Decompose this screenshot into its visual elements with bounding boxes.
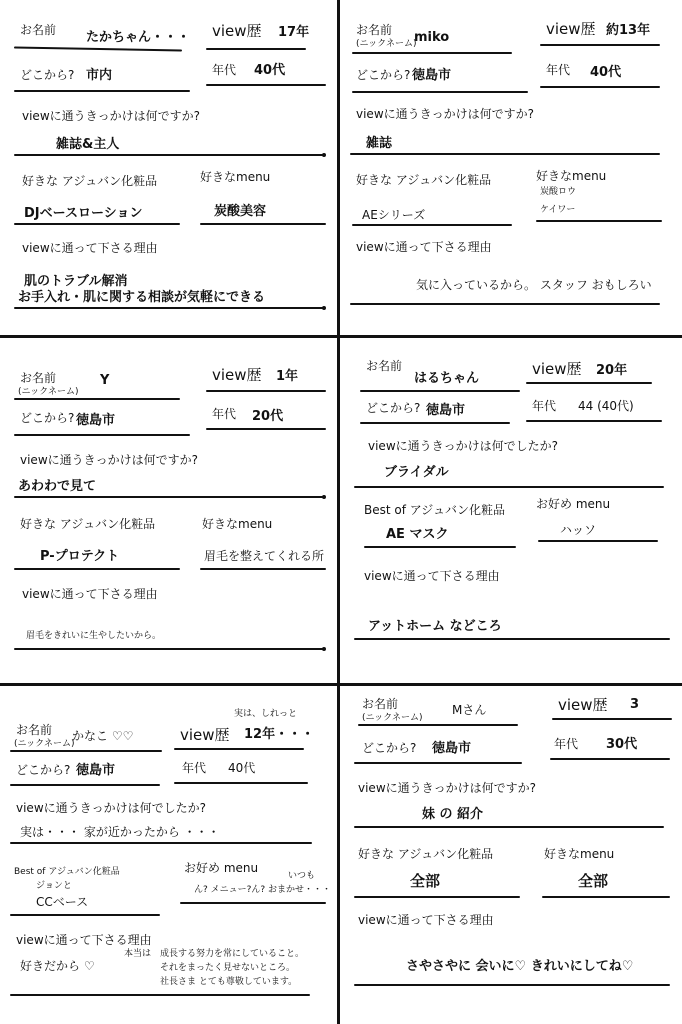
- best-product-value: AE マスク: [386, 527, 449, 542]
- fav-product-value: AEシリーズ: [362, 208, 426, 222]
- fav-menu-value-1: 炭酸ロウ: [540, 187, 577, 197]
- age-value: 40代: [228, 761, 256, 775]
- survey-sheet-6: [340, 686, 682, 1024]
- age-label: 年代: [182, 761, 207, 775]
- age-value: 40代: [254, 63, 286, 78]
- age-value: 44 (40代): [578, 399, 634, 413]
- why-visit-line-4: 社長さま とても尊敬しています。: [160, 977, 298, 987]
- from-label: どこから?: [356, 68, 411, 82]
- reason-answer: 雑誌&主人: [56, 137, 120, 152]
- why-visit-line-1: アットホーム などころ: [368, 619, 502, 634]
- fav-product-value: DJベースローション: [24, 206, 143, 221]
- fav-product-label: 好きな アジュバン化粧品: [20, 517, 156, 531]
- age-label: 年代: [212, 63, 237, 77]
- reason-answer: ブライダル: [384, 465, 449, 480]
- age-label: 年代: [532, 399, 557, 413]
- survey-sheet-2: [340, 0, 682, 337]
- name-value: miko: [414, 30, 450, 45]
- best-product-label: Best of アジュバン化粧品: [14, 867, 120, 877]
- reason-question: viewに通うきっかけは何ですか?: [22, 109, 201, 123]
- fav-menu-label: 好きなmenu: [544, 847, 615, 861]
- fav-menu-value: 炭酸美容: [214, 204, 267, 219]
- nickname-label: (ニックネーム): [18, 387, 79, 397]
- why-visit-side-label: 本当は: [124, 949, 152, 959]
- age-value: 30代: [606, 737, 638, 752]
- best-product-label: Best of アジュバン化粧品: [364, 503, 506, 517]
- age-value: 20代: [252, 409, 284, 424]
- name-value: はるちゃん: [414, 371, 480, 386]
- from-label: どこから?: [366, 401, 421, 415]
- why-visit-line-1: さやさやに 会いに♡ きれいにしてね♡: [406, 959, 634, 974]
- survey-sheet-5: [0, 686, 337, 1024]
- fav-product-value: 全部: [410, 872, 441, 890]
- from-label: どこから?: [362, 741, 417, 755]
- view-years-value: 1年: [276, 369, 299, 384]
- years-note: 実は、しれっと: [234, 709, 298, 719]
- from-value: 市内: [86, 68, 113, 83]
- why-visit-label: viewに通って下さる理由: [16, 933, 152, 947]
- from-label: どこから?: [20, 68, 75, 82]
- rec-menu-label: お好め menu: [184, 861, 259, 875]
- why-visit-line-1: 肌のトラブル解消: [24, 274, 128, 289]
- from-label: どこから?: [20, 411, 75, 425]
- name-label: お名前: [366, 359, 403, 373]
- best-product-value-1: ジョンと: [36, 881, 72, 891]
- survey-sheet-4: [340, 338, 682, 683]
- reason-question: viewに通うきっかけは何でしたか?: [16, 801, 207, 815]
- reason-question: viewに通うきっかけは何ですか?: [20, 453, 199, 467]
- name-value: かなこ ♡♡: [72, 729, 134, 743]
- from-value: 徳島市: [76, 763, 116, 778]
- rec-menu-label: お好め menu: [536, 497, 611, 511]
- why-visit-label: viewに通って下さる理由: [22, 241, 158, 255]
- why-visit-line-2: お手入れ・肌に関する相談が気軽にできる: [18, 290, 266, 305]
- from-value: 徳島市: [432, 741, 472, 756]
- view-years-label: view歴: [558, 696, 608, 714]
- reason-question: viewに通うきっかけは何ですか?: [358, 781, 537, 795]
- view-years-label: view歴: [180, 726, 230, 744]
- fav-menu-value: 眉毛を整えてくれる所: [204, 549, 325, 563]
- rec-menu-value: ん? メニュー?ん? おまかせ・・・: [194, 885, 332, 895]
- fav-product-label: 好きな アジュバン化粧品: [22, 174, 158, 188]
- rec-menu-value: ハッソ: [560, 523, 597, 537]
- view-years-value: 約13年: [606, 23, 651, 38]
- vertical-divider: [337, 0, 340, 1024]
- age-value: 40代: [590, 65, 622, 80]
- from-label: どこから?: [16, 763, 71, 777]
- fav-menu-label: 好きなmenu: [536, 169, 607, 183]
- fav-menu-label: 好きなmenu: [202, 517, 273, 531]
- nickname-label: (ニックネーム): [362, 713, 423, 723]
- why-visit-line-1: 好きだから ♡: [20, 959, 95, 973]
- why-visit-label: viewに通って下さる理由: [22, 587, 158, 601]
- name-value: たかちゃん・・・: [86, 30, 191, 45]
- view-years-label: view歴: [532, 360, 582, 378]
- age-label: 年代: [554, 737, 579, 751]
- age-label: 年代: [546, 63, 571, 77]
- name-label: お名前: [20, 23, 57, 37]
- view-years-value: 12年・・・: [244, 727, 315, 742]
- fav-menu-value-2: ケイワー: [540, 205, 576, 215]
- view-years-label: view歴: [212, 366, 262, 384]
- fav-product-label: 好きな アジュバン化粧品: [358, 847, 494, 861]
- reason-question: viewに通うきっかけは何でしたか?: [368, 439, 559, 453]
- view-years-label: view歴: [546, 20, 596, 38]
- view-years-value: 17年: [278, 25, 310, 40]
- view-years-value: 3: [630, 697, 640, 712]
- reason-answer: 実は・・・ 家が近かったから ・・・: [20, 825, 220, 839]
- why-visit-line-1: 気に入っているから。 スタッフ おもしろい: [416, 278, 652, 292]
- name-label: お名前: [16, 723, 53, 737]
- view-years-value: 20年: [596, 363, 628, 378]
- rec-menu-note: いつも: [288, 871, 316, 881]
- from-value: 徳島市: [426, 403, 466, 418]
- reason-answer: 雑誌: [366, 136, 393, 151]
- name-label: お名前: [362, 697, 399, 711]
- reason-question: viewに通うきっかけは何ですか?: [356, 107, 535, 121]
- survey-sheet-1: [0, 0, 337, 337]
- why-visit-line-1: 眉毛をきれいに生やしたいから。: [26, 631, 162, 641]
- why-visit-label: viewに通って下さる理由: [356, 240, 492, 254]
- age-label: 年代: [212, 407, 237, 421]
- nickname-label: (ニックネーム): [14, 739, 75, 749]
- name-value: Y: [100, 373, 110, 388]
- best-product-value-2: CCベース: [36, 895, 89, 909]
- why-visit-label: viewに通って下さる理由: [358, 913, 494, 927]
- nickname-label: (ニックネーム): [356, 39, 417, 49]
- view-years-label: view歴: [212, 22, 262, 40]
- fav-product-label: 好きな アジュバン化粧品: [356, 173, 492, 187]
- why-visit-line-3: それをまったく見せないところ。: [160, 963, 296, 973]
- survey-sheet-3: [0, 338, 337, 683]
- reason-answer: 妹 の 紹介: [422, 807, 484, 822]
- fav-menu-value: 全部: [578, 872, 609, 890]
- fav-menu-label: 好きなmenu: [200, 170, 271, 184]
- name-label: お名前: [356, 23, 393, 37]
- why-visit-line-2: 成長する努力を常にしていること。: [160, 949, 305, 959]
- name-value: Mさん: [452, 703, 487, 717]
- why-visit-label: viewに通って下さる理由: [364, 569, 500, 583]
- name-label: お名前: [20, 371, 57, 385]
- from-value: 徳島市: [412, 68, 452, 83]
- from-value: 徳島市: [76, 413, 116, 428]
- fav-product-value: P-プロテクト: [40, 549, 120, 564]
- reason-answer: あわわで見て: [18, 479, 97, 494]
